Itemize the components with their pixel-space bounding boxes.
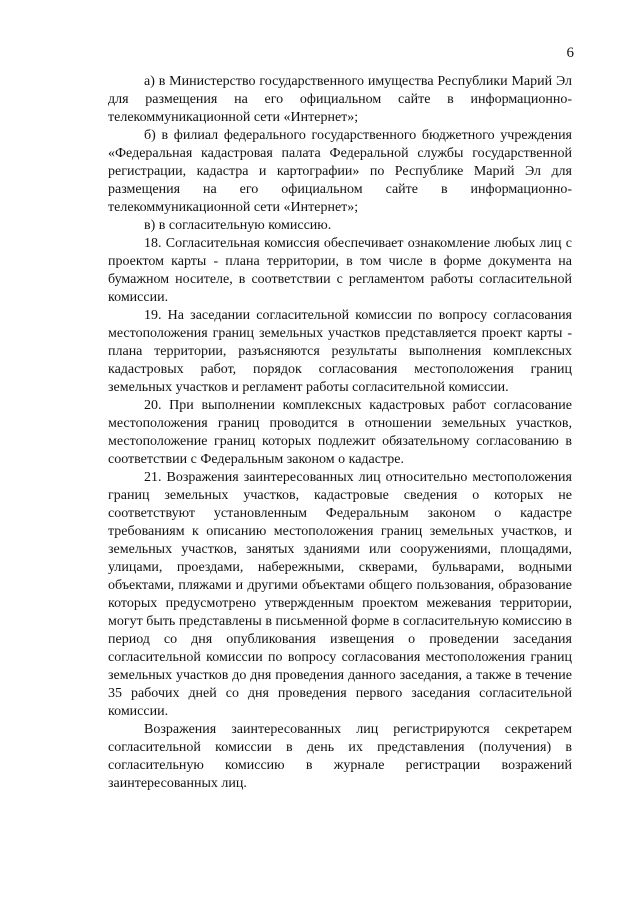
paragraph-v: в) в согласительную комиссию.: [144, 218, 332, 233]
paragraph-objections-registration: Возражения заинтересованных лиц регистрируются секретарем согласительной комиссии в день их представления (получения) в согласительную комиссию в журнале регистрации возражений заинтересованных лиц.: [108, 722, 572, 791]
paragraph-a: а) в Министерство государственного имущества Республики Марий Эл для размещения на его официальном сайте в информационно-телекоммуникационной сети «Интернет»;: [108, 74, 572, 125]
paragraph-18: 18. Согласительная комиссия обеспечивает ознакомление любых лиц с проектом карты - плана территории, в том числе в форме документа на бумажном носителе, в соответствии с регламентом работы согласительной комиссии.: [108, 236, 572, 305]
document-body: [108, 73, 572, 793]
paragraph-b: б) в филиал федерального государственного бюджетного учреждения «Федеральная кадастровая палата Федеральной службы государственной регистрации, кадастра и картографии» по Республике Марий Эл для размещения на его официальном сайте в информационно-телекоммуникационной сети «Интернет»;: [108, 128, 572, 215]
paragraph-20: 20. При выполнении комплексных кадастровых работ согласование местоположения границ проводится в отношении земельных участков, местоположение границ которых подлежит обязательному согласованию в соответствии с Федеральным законом о кадастре.: [108, 398, 572, 467]
paragraph-19: 19. На заседании согласительной комиссии по вопросу согласования местоположения границ земельных участков представляется проект карты - плана территории, разъясняются результаты выполнения комплексных кадастровых работ, порядок согласования местоположения границ земельных участков и регламент работы согласительной комиссии.: [108, 308, 572, 395]
paragraph-21: 21. Возражения заинтересованных лиц относительно местоположения границ земельных участков, кадастровые сведения о которых не соответствуют установленным Федеральным законом о кадастре требованиям к описанию местоположения границ земельных участков, и земельных участков, занятых зданиями или сооружениями, площадями, улицами, проездами, набережными, скверами, бульварами, водными объектами, пляжами и другими объектами общего пользования, образование которых предусмотрено утвержденным проектом межевания территории, могут быть представлены в письменной форме в согласительную комиссию в период со дня опубликования извещения о проведении заседания согласительной комиссии по вопросу согласования местоположения границ земельных участков до дня проведения данного заседания, а также в течение 35 рабочих дней со дня проведения первого заседания согласительной комиссии.: [108, 470, 572, 719]
page-number: 6: [566, 45, 574, 61]
